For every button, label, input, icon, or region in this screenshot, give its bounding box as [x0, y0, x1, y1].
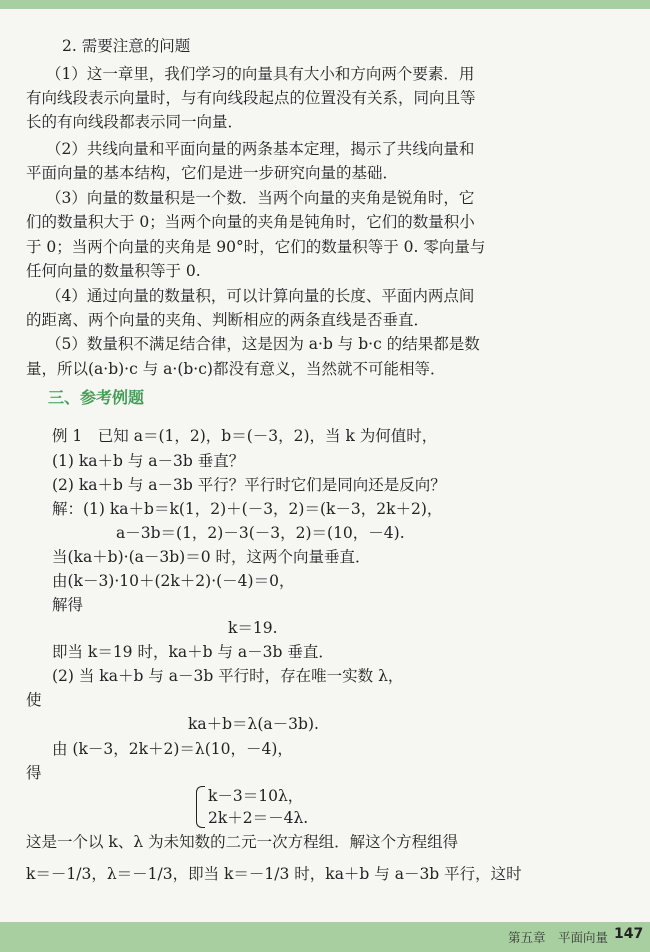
equation-system-brace — [196, 786, 205, 828]
text-line: 使 — [26, 691, 42, 709]
text-line: 这是一个以 k、λ 为未知数的二元一次方程组．解这个方程组得 — [26, 833, 459, 851]
text-line: (2) 当 ka＋b 与 a－3b 平行时，存在唯一实数 λ， — [52, 667, 404, 685]
section-heading: 三、参考例题 — [48, 388, 145, 407]
text-line: 当(ka＋b)·(a－3b)＝0 时，这两个向量垂直． — [52, 548, 371, 566]
text-line: 量，所以(a·b)·c 与 a·(b·c)都没有意义，当然就不可能相等． — [26, 360, 446, 378]
equation-line: k－3＝10λ， — [208, 787, 304, 805]
text-line: 任何向量的数量积等于 0. — [26, 262, 201, 280]
text-line: （4）通过向量的数量积，可以计算向量的长度、平面内两点间 — [46, 287, 475, 305]
text-line: 由(k－3)·10＋(2k＋2)·(－4)＝0， — [52, 572, 295, 590]
text-line: 于 0；当两个向量的夹角是 90°时，它们的数量积等于 0. 零向量与 — [26, 238, 486, 256]
text-line: 们的数量积大于 0；当两个向量的夹角是钝角时，它们的数量积小 — [26, 213, 475, 231]
text-line: （5）数量积不满足结合律，这是因为 a·b 与 b·c 的结果都是数 — [46, 335, 480, 353]
footer-chapter: 第五章 平面向量 — [508, 930, 609, 945]
page-number: 147 — [614, 926, 644, 942]
equation-line: 2k＋2＝－4λ. — [208, 809, 309, 827]
text-line: 有向线段表示向量时，与有向线段起点的位置没有关系，同向且等 — [26, 89, 476, 107]
text-line: 由 (k－3，2k＋2)＝λ(10，－4)， — [52, 740, 293, 758]
text-line: k＝－1/3，λ＝－1/3，即当 k＝－1/3 时，ka＋b 与 a－3b 平行，这时 — [26, 865, 522, 883]
text-line: （2）共线向量和平面向量的两条基本定理，揭示了共线向量和 — [46, 140, 475, 158]
text-line: （3）向量的数量积是一个数．当两个向量的夹角是锐角时，它 — [46, 189, 475, 207]
text-line: 的距离、两个向量的夹角、判断相应的两条直线是否垂直． — [26, 311, 430, 329]
text-line: （1）这一章里，我们学习的向量具有大小和方向两个要素．用 — [46, 65, 475, 83]
text-line: 即当 k＝19 时，ka＋b 与 a－3b 垂直． — [52, 643, 334, 661]
text-line: (1) ka＋b 与 a－3b 垂直？ — [52, 452, 245, 470]
text-line: 解得 — [52, 596, 84, 614]
solution-line: 解：(1) ka＋b＝k(1，2)＋(－3，2)＝(k－3，2k＋2)， — [52, 500, 443, 518]
text-line: 得 — [26, 764, 42, 782]
equation-line: k＝19. — [228, 619, 278, 637]
text-line: 平面向量的基本结构，它们是进一步研究向量的基础． — [26, 164, 399, 182]
text-line: 2. 需要注意的问题 — [62, 37, 191, 55]
top-color-bar — [0, 0, 650, 9]
equation-line: a－3b＝(1，2)－3(－3，2)＝(10，－4). — [116, 524, 405, 542]
equation-line: ka＋b＝λ(a－3b). — [188, 715, 319, 733]
text-line: 长的有向线段都表示同一向量． — [26, 113, 244, 131]
text-line: (2) ka＋b 与 a－3b 平行？平行时它们是同向还是反向？ — [52, 476, 446, 494]
example-title: 例 1 已知 a＝(1，2)，b＝(－3，2)，当 k 为何值时， — [52, 427, 438, 445]
